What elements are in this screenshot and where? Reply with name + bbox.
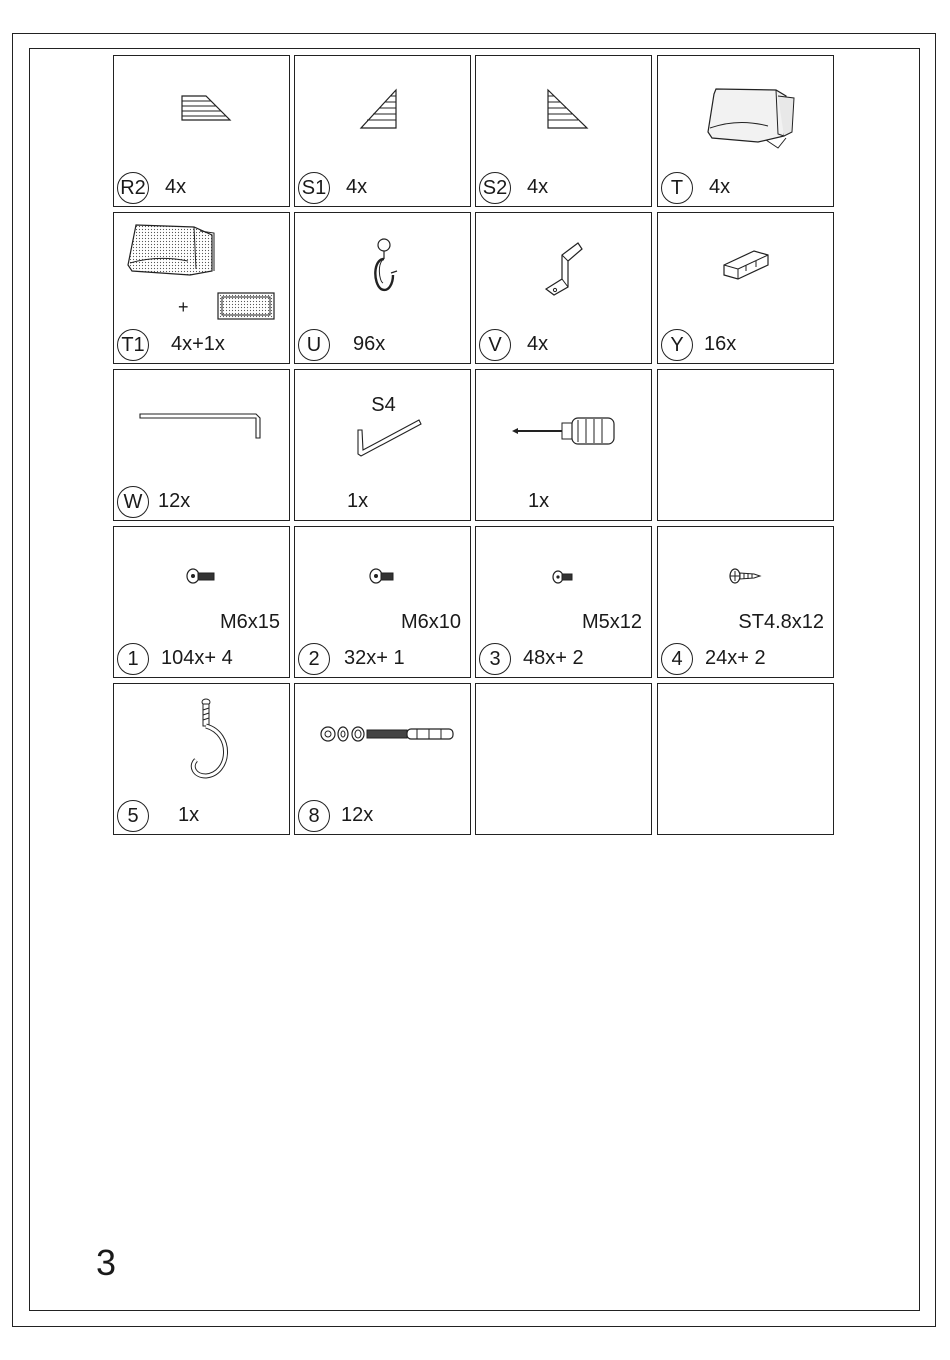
part-id-badge: 1 [117, 643, 149, 675]
screwdriver-icon [476, 370, 653, 522]
part-quantity: 4x [709, 176, 731, 198]
part-id-badge: Y [661, 329, 693, 361]
part-id-badge: W [117, 486, 149, 518]
part-id-badge: V [479, 329, 511, 361]
part-cell-y [657, 212, 834, 364]
screw-size-label: M6x15 [219, 611, 280, 633]
part-id-badge: 2 [298, 643, 330, 675]
part-id-badge: T [661, 172, 693, 204]
part-id-badge: T1 [117, 329, 149, 361]
parts-grid [113, 55, 835, 835]
hex-key-icon [295, 370, 472, 522]
part-quantity: 4x [527, 333, 549, 355]
part-quantity: 4x [527, 176, 549, 198]
part-quantity: 48x+ 2 [523, 647, 584, 669]
part-id-badge: R2 [117, 172, 149, 204]
part-quantity: 4x [346, 176, 368, 198]
empty-cell [475, 683, 652, 835]
part-quantity: 96x [353, 333, 386, 355]
part-quantity: 12x [341, 804, 374, 826]
part-cell-1 [113, 526, 290, 678]
part-cell-s1 [294, 55, 471, 207]
screw-size-label: M5x12 [581, 611, 642, 633]
part-cell-screwdriver [475, 369, 652, 521]
part-quantity: 1x [528, 490, 550, 512]
part-cell-t1 [113, 212, 290, 364]
part-cell-3 [475, 526, 652, 678]
part-id-badge: 4 [661, 643, 693, 675]
part-quantity: 1x [178, 804, 200, 826]
part-quantity: 4x+1x [171, 333, 225, 355]
part-quantity: 4x [165, 176, 187, 198]
screw-size-label: M6x10 [400, 611, 461, 633]
part-id-badge: 8 [298, 800, 330, 832]
part-id-badge: U [298, 329, 330, 361]
part-quantity: 16x [704, 333, 737, 355]
part-cell-4 [657, 526, 834, 678]
part-cell-2 [294, 526, 471, 678]
part-id-badge: S2 [479, 172, 511, 204]
part-cell-s4 [294, 369, 471, 521]
part-cell-v [475, 212, 652, 364]
part-quantity: 12x [158, 490, 191, 512]
page-number: 3 [96, 1242, 117, 1283]
part-cell-s2 [475, 55, 652, 207]
empty-cell [657, 369, 834, 521]
part-label: S4 [371, 394, 396, 416]
part-id-badge: S1 [298, 172, 330, 204]
part-id-badge: 5 [117, 800, 149, 832]
part-quantity: 32x+ 1 [344, 647, 405, 669]
screw-size-label: ST4.8x12 [738, 611, 824, 633]
part-cell-r2 [113, 55, 290, 207]
plus-sign: + [178, 297, 189, 317]
part-cell-w [113, 369, 290, 521]
part-cell-5 [113, 683, 290, 835]
part-quantity: 1x [347, 490, 369, 512]
part-cell-t [657, 55, 834, 207]
part-quantity: 104x+ 4 [161, 647, 233, 669]
part-cell-u [294, 212, 471, 364]
empty-cell [657, 683, 834, 835]
part-id-badge: 3 [479, 643, 511, 675]
part-cell-8 [294, 683, 471, 835]
part-quantity: 24x+ 2 [705, 647, 766, 669]
